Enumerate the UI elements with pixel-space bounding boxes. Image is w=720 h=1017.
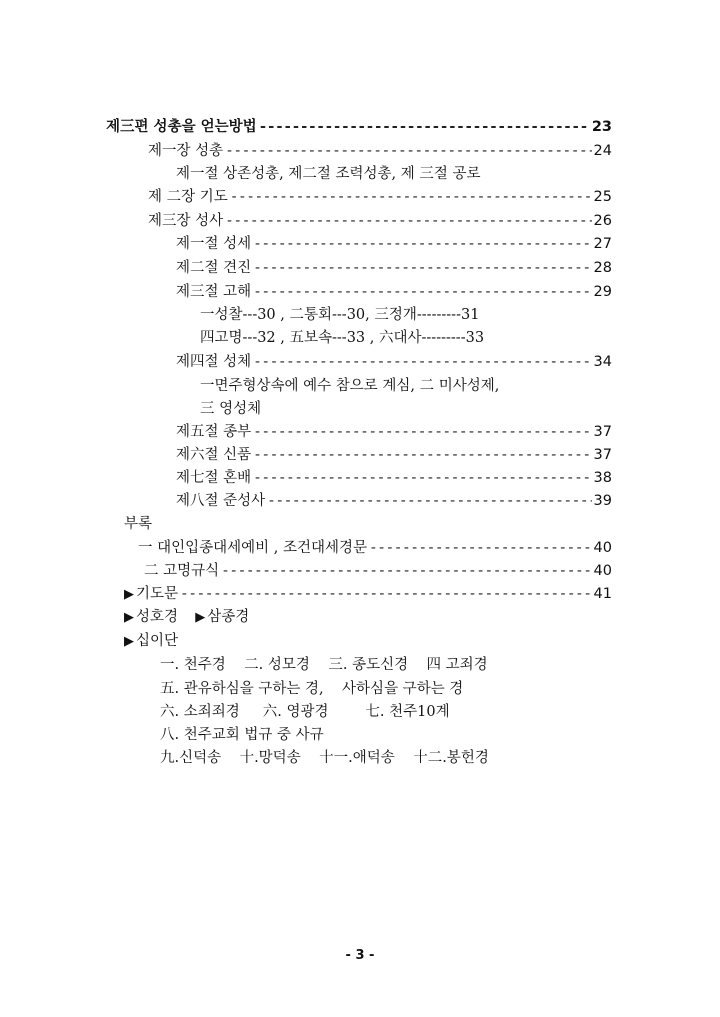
toc-title: 二 고명규식 xyxy=(144,563,220,579)
toc-leader xyxy=(253,257,591,279)
toc-page: 40 xyxy=(593,563,612,579)
toc-page: 29 xyxy=(593,284,612,300)
toc-title: 제三절 고해 xyxy=(176,284,252,300)
toc-entry-section-5[interactable] xyxy=(176,421,612,443)
toc-title: 제八절 준성사 xyxy=(176,493,266,509)
toc-entry-section-7[interactable] xyxy=(176,467,612,489)
toc-leader xyxy=(230,186,592,208)
toc-page: 39 xyxy=(593,493,612,509)
toc-title: 제 二장 기도 xyxy=(148,189,228,205)
toc-title: 기도문 xyxy=(136,586,179,602)
toc-leader xyxy=(253,281,591,303)
toc-entry-appendix-1[interactable] xyxy=(138,537,612,559)
toc-title: 제六절 신품 xyxy=(176,447,252,463)
toc-leader xyxy=(221,560,591,582)
toc-entry-chapter-1[interactable] xyxy=(148,140,612,162)
prayer-list-line: 五. 관유하심을 구하는 경, 사하심을 구하는 경 xyxy=(160,681,464,697)
toc-page: 23 xyxy=(591,119,612,135)
toc-leader xyxy=(180,583,592,605)
toc-page: 38 xyxy=(593,470,612,486)
prayer-title: 성호경 xyxy=(136,609,179,625)
toc-entry-section-8[interactable] xyxy=(176,490,612,512)
toc-page: 37 xyxy=(593,424,612,440)
toc-subline: 三 영성체 xyxy=(200,401,262,417)
toc-subline: 四고명---32 , 五보속---33 , 六대사---------33 xyxy=(200,330,485,346)
prayer-list-line: 八. 천주교회 법규 중 사규 xyxy=(160,727,324,743)
toc-entry-section-4[interactable] xyxy=(176,351,612,373)
toc-page: 24 xyxy=(593,143,612,159)
toc-leader xyxy=(225,140,591,162)
page-number: - 3 - xyxy=(345,948,375,963)
appendix-heading: 부록 xyxy=(124,516,153,532)
prayer-title: 십이단 xyxy=(136,633,179,649)
toc-leader xyxy=(253,351,591,373)
toc-entry-prayers[interactable] xyxy=(124,583,612,605)
toc-leader xyxy=(253,467,591,489)
toc-page: 27 xyxy=(593,236,612,252)
toc-subline: 一면주형상속에 예수 참으로 계심, 二 미사성제, xyxy=(200,378,500,394)
triangle-bullet-icon: ▶ xyxy=(124,587,134,602)
toc-leader xyxy=(253,444,591,466)
toc-title: 제二절 견진 xyxy=(176,260,252,276)
toc-entry-section-1[interactable] xyxy=(176,233,612,255)
toc-leader xyxy=(253,233,591,255)
prayer-list-line: 九.신덕송 十.망덕송 十一.애덕송 十二.봉헌경 xyxy=(160,750,489,766)
toc-title: 제七절 혼배 xyxy=(176,470,252,486)
toc-page: 34 xyxy=(593,354,612,370)
toc-title: 제一절 성세 xyxy=(176,236,252,252)
toc-leader xyxy=(253,421,591,443)
toc-entry-chapter-2[interactable] xyxy=(148,186,612,208)
prayer-heading-row xyxy=(124,606,249,628)
toc-title: 제一장 성총 xyxy=(148,143,224,159)
triangle-bullet-icon: ▶ xyxy=(124,634,134,649)
toc-page: 41 xyxy=(593,586,612,602)
toc-subline: 一성찰---30 , 二통회---30, 三정개---------31 xyxy=(200,307,480,323)
prayer-heading-row xyxy=(124,630,178,652)
toc-entry-section-3[interactable] xyxy=(176,281,612,303)
toc-page: 28 xyxy=(593,260,612,276)
triangle-bullet-icon: ▶ xyxy=(195,610,206,625)
toc-page: 25 xyxy=(593,189,612,205)
toc-leader xyxy=(225,210,591,232)
prayer-title: 삼종경 xyxy=(207,609,250,625)
prayer-list-line: 六. 소죄죄경 六. 영광경 七. 천주10계 xyxy=(160,704,450,720)
prayer-list-line: 一. 천주경 二. 성모경 三. 종도신경 四 고죄경 xyxy=(160,657,488,673)
toc-entry-section-2[interactable] xyxy=(176,257,612,279)
toc-title: 제三편 성총을 얻는방법 xyxy=(106,118,257,135)
toc-page: 40 xyxy=(593,540,612,556)
toc-leader xyxy=(267,490,591,512)
toc-title: 제四절 성체 xyxy=(176,354,252,370)
toc-entry-section-6[interactable] xyxy=(176,444,612,466)
toc-entry-chapter-3[interactable] xyxy=(148,210,612,232)
toc-entry-appendix-2[interactable] xyxy=(144,560,612,582)
toc-subline: 제一절 상존성총, 제二절 조력성총, 제 三절 공로 xyxy=(176,166,481,182)
toc-title: 제五절 종부 xyxy=(176,424,252,440)
toc-title: 一 대인입종대세예비 , 조건대세경문 xyxy=(138,540,368,556)
toc-leader xyxy=(369,537,592,559)
toc-page: 26 xyxy=(593,213,612,229)
triangle-bullet-icon: ▶ xyxy=(124,610,134,625)
toc-leader xyxy=(259,116,590,138)
toc-page: 37 xyxy=(593,447,612,463)
toc-entry-part-3[interactable] xyxy=(106,116,612,138)
toc-title: 제三장 성사 xyxy=(148,213,224,229)
